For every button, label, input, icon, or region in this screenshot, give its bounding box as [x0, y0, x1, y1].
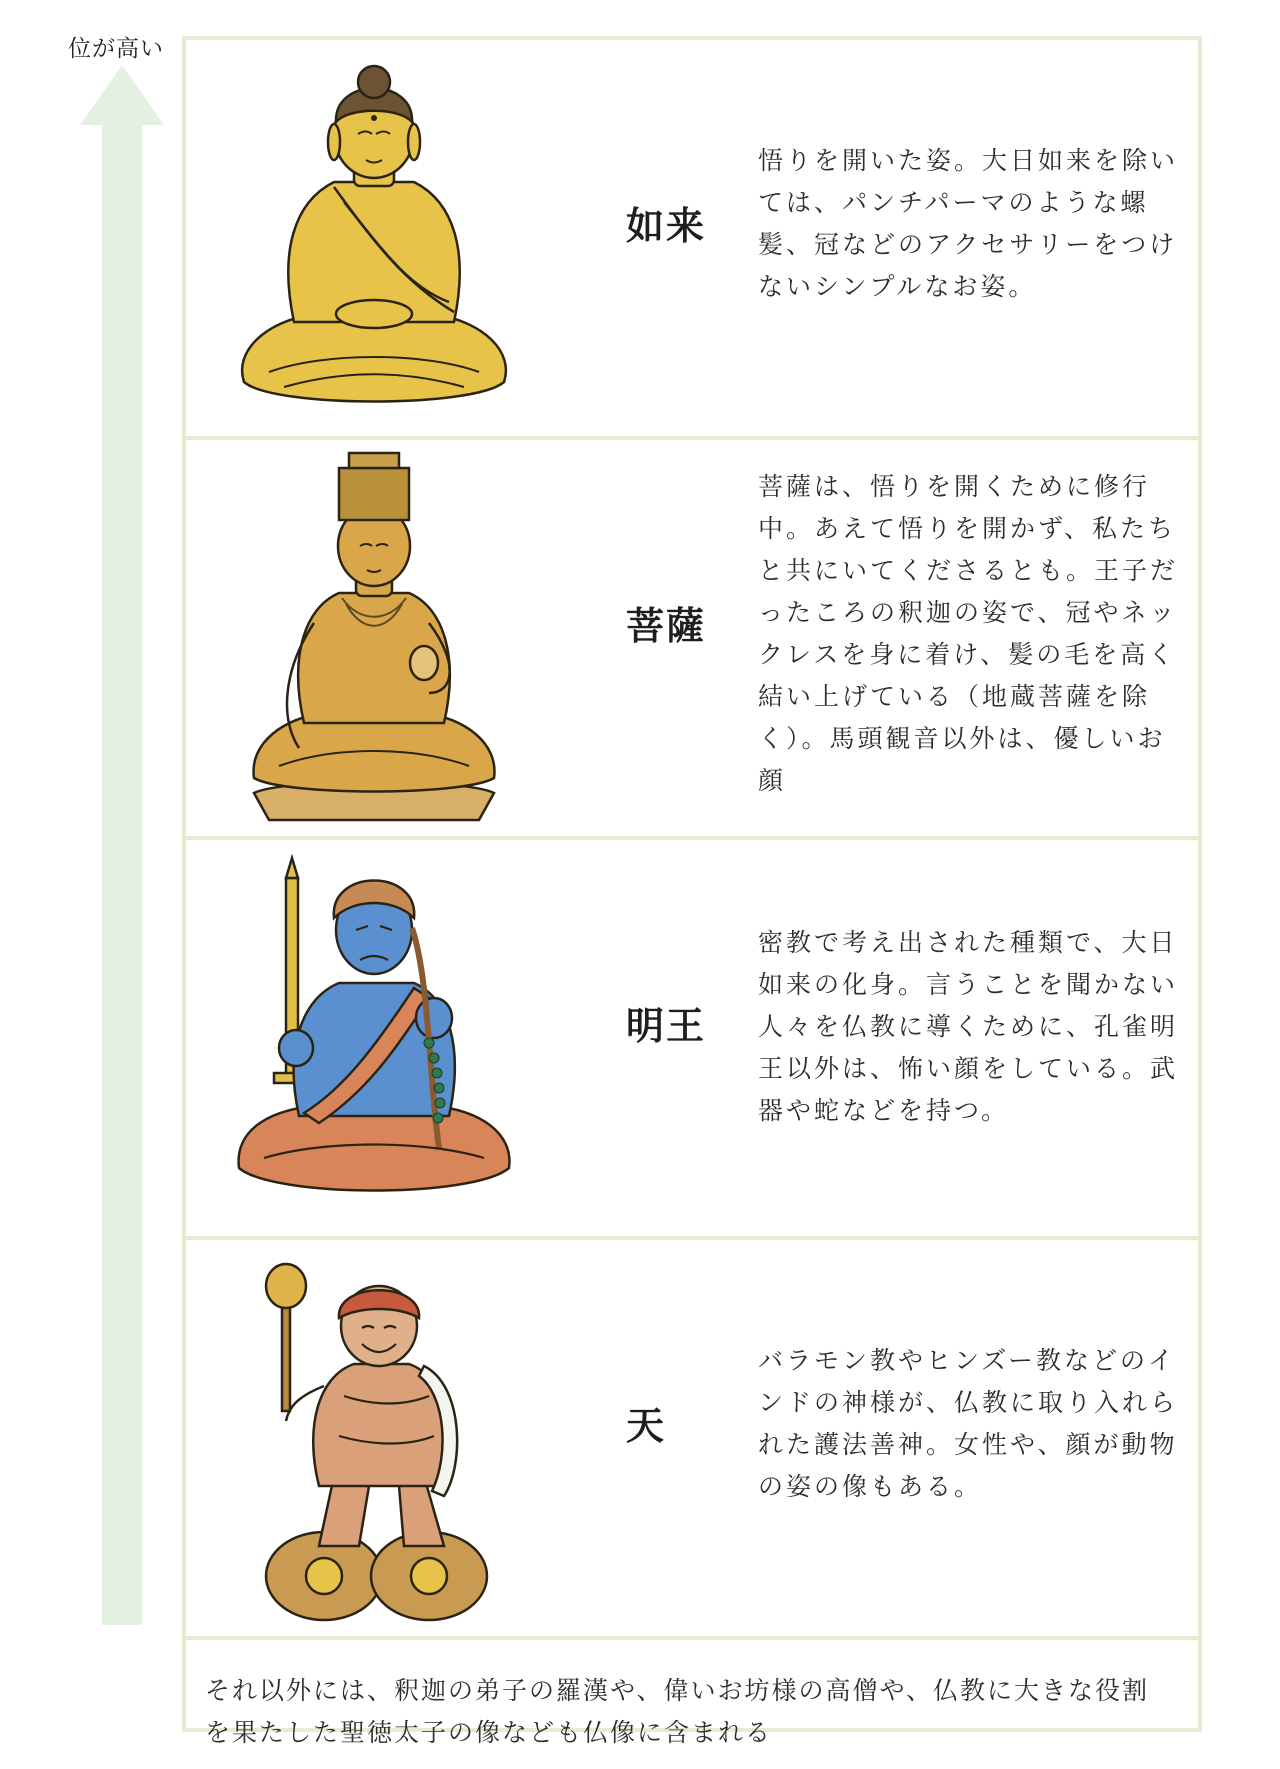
buddha-rank-chart: [182, 36, 1202, 1732]
nyorai-figure: [224, 52, 524, 422]
footer-note: それ以外には、釈迦の弟子の羅漢や、偉いお坊様の高僧や、仏教に大きな役割を果たした聖徳太子の像なども仏像に含まれる: [205, 1676, 1150, 1747]
rank-name-myoo: 明王: [626, 1004, 707, 1048]
rank-row-nyorai: [186, 40, 1198, 440]
rank-desc-ten: バラモン教やヒンズー教などのインドの神様が、仏教に取り入れられた護法善神。女性や、顔が動物の姿の像もある。: [758, 1346, 1179, 1501]
rank-row-bosatsu: [186, 440, 1198, 840]
rank-desc-nyorai: 悟りを開いた姿。大日如来を除いては、パンチパーマのような螺髪、冠などのアクセサリーをつけないシンプルなお姿。: [758, 146, 1179, 301]
rank-name-nyorai: 如来: [626, 204, 707, 248]
ten-figure: [224, 1246, 524, 1626]
rank-axis-label: 位が高い: [68, 36, 164, 62]
rank-desc-bosatsu: 菩薩は、悟りを開くために修行中。あえて悟りを開かず、私たちと共にいてくださるとも。王子だったころの釈迦の姿で、冠やネックレスを身に着け、髪の毛を高く結い上げている（地蔵菩薩を除く）。馬頭観音以外は、優しいお顔: [758, 472, 1179, 795]
myoo-figure: [224, 848, 524, 1228]
rank-name-bosatsu: 菩薩: [626, 604, 707, 648]
rank-row-myoo: [186, 840, 1198, 1240]
rank-row-ten: [186, 1240, 1198, 1640]
bosatsu-figure: [224, 448, 524, 828]
rank-desc-myoo: 密教で考え出された種類で、大日如来の化身。言うことを聞かない人々を仏教に導くために、孔雀明王以外は、怖い顔をしている。武器や蛇などを持つ。: [758, 928, 1179, 1125]
rank-up-arrow: [80, 65, 164, 1625]
rank-name-ten: 天: [626, 1404, 667, 1448]
